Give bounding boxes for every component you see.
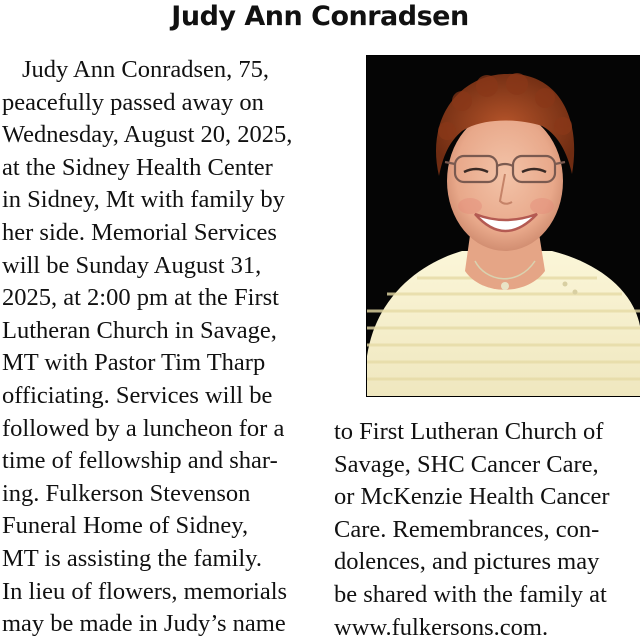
text-line: will be Sunday August 31, — [2, 251, 262, 279]
text-line: www.fulkersons.com. — [334, 613, 549, 641]
text-line: dolences, and pictures may — [334, 548, 600, 576]
text-line: Wednesday, August 20, 2025, — [2, 121, 293, 149]
text-line: time of fellowship and shar- — [2, 447, 278, 475]
portrait-illustration — [367, 56, 640, 396]
text-line: MT with Pastor Tim Tharp — [2, 349, 266, 377]
text-line: peacefully passed away on — [2, 88, 264, 116]
text-line: In lieu of flowers, memorials — [2, 577, 288, 605]
text-line: ing. Fulkerson Stevenson — [2, 479, 251, 507]
text-line: followed by a luncheon for a — [2, 414, 285, 442]
text-line: to First Lutheran Church of — [334, 418, 604, 445]
text-line: officiating. Services will be — [2, 381, 273, 409]
text-line: 2025, at 2:00 pm at the First — [2, 284, 279, 312]
text-line: her side. Memorial Services — [2, 218, 277, 246]
text-line: may be made in Judy’s name — [2, 610, 286, 638]
text-line: in Sidney, Mt with family by — [2, 186, 285, 214]
obituary-title: Judy Ann Conradsen — [171, 1, 469, 32]
obituary-text-column-right — [334, 416, 640, 644]
text-line: MT is assisting the family. — [2, 544, 262, 572]
text-line: at the Sidney Health Center — [2, 153, 273, 181]
portrait-photo — [366, 55, 640, 397]
text-line: Care. Remembrances, con- — [334, 515, 600, 543]
text-line: Judy Ann Conradsen, 75, — [22, 56, 270, 83]
text-line: Lutheran Church in Savage, — [2, 316, 277, 344]
obituary-text-column-left — [2, 54, 312, 641]
text-line: be shared with the family at — [334, 580, 607, 608]
text-line: or McKenzie Health Cancer — [334, 483, 610, 511]
text-line: Savage, SHC Cancer Care, — [334, 450, 599, 478]
text-line: Funeral Home of Sidney, — [2, 512, 249, 540]
